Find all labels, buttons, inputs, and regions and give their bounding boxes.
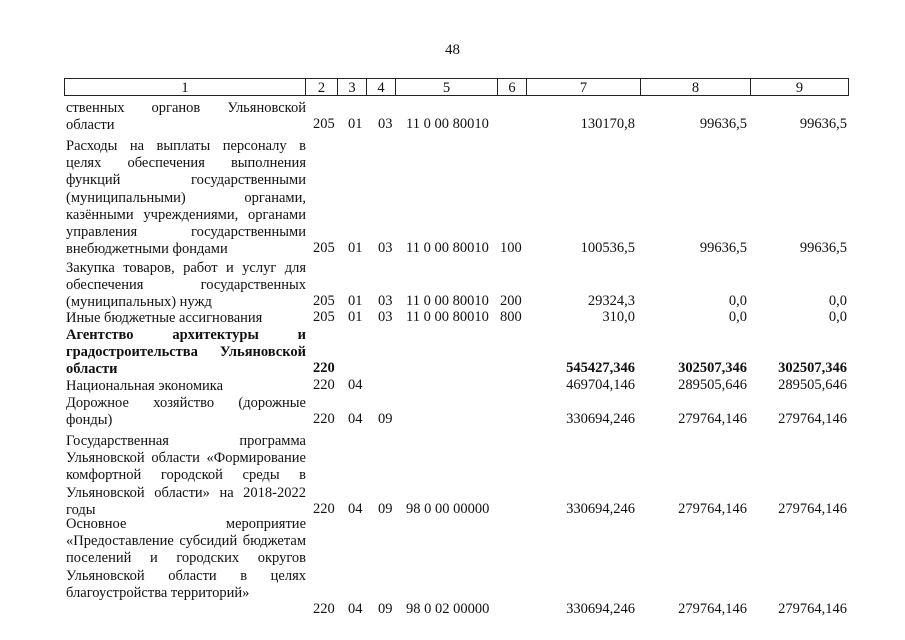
row-name: Основное мероприятие «Предоставление субсидий бюджетам поселений и городских округов Ульяновской области в целях благоустройства территорий» [66,516,306,601]
cell-c9: 289505,646 [778,377,847,393]
cell-c6: 100 [500,240,522,257]
cell-c8: 302507,346 [678,360,747,377]
cell-c3: 01 [348,240,363,257]
cell-c5: 98 0 02 00000 [406,601,490,617]
header-col-6: 6 [497,78,527,96]
header-col-4: 4 [366,78,396,96]
cell-c3: 04 [348,500,363,517]
row-name: Расходы на выплаты персоналу в целях обеспечения выполнения функций государственными (муниципальными) органами, казёнными учреждениями, органами управления государственными внебюджетными фондами [66,138,306,258]
header-col-5: 5 [395,78,498,96]
cell-c9: 279764,146 [778,411,847,428]
header-col-7: 7 [526,78,641,96]
cell-c5: 98 0 00 00000 [406,500,490,517]
cell-c7: 29324,3 [587,293,635,310]
header-col-2: 2 [305,78,338,96]
table-row [0,327,905,378]
cell-c2: 205 [313,240,335,257]
table-row [0,378,905,395]
table-row [0,395,905,433]
cell-c7: 100536,5 [580,240,635,257]
cell-c9: 279764,146 [778,500,847,517]
header-col-1: 1 [64,78,306,96]
cell-c2: 220 [313,377,335,393]
cell-c3: 01 [348,293,363,310]
cell-c3: 01 [348,309,363,325]
cell-c4: 03 [378,309,393,325]
cell-c3: 04 [348,377,363,393]
cell-c5: 11 0 00 80010 [406,293,489,310]
row-name: Иные бюджетные ассигнования [66,310,263,326]
cell-c6: 800 [500,309,522,325]
cell-c9: 99636,5 [799,240,847,257]
row-name: Национальная экономика [66,378,224,394]
table-row [0,310,905,327]
cell-c5: 11 0 00 80010 [406,309,489,325]
cell-c8: 279764,146 [678,411,747,428]
cell-c8: 279764,146 [678,601,747,617]
cell-c4: 09 [378,601,393,617]
row-name: Дорожное хозяйство (дорожные фонды) [66,395,306,429]
cell-c2: 220 [313,411,335,428]
cell-c8: 99636,5 [699,240,747,257]
cell-c9: 302507,346 [778,360,847,377]
cell-c7: 469704,146 [566,377,635,393]
cell-c8: 0,0 [728,309,747,325]
table-row [0,260,905,310]
cell-c4: 03 [378,116,393,133]
cell-c3: 04 [348,411,363,428]
cell-c7: 130170,8 [580,116,635,133]
cell-c7: 330694,246 [566,411,635,428]
cell-c2: 220 [313,360,335,377]
cell-c8: 289505,646 [678,377,747,393]
cell-c7: 330694,246 [566,500,635,517]
cell-c9: 279764,146 [778,601,847,617]
cell-c7: 310,0 [602,309,635,325]
table-row [0,516,905,616]
cell-c2: 205 [313,293,335,310]
cell-c7: 330694,246 [566,601,635,617]
header-col-3: 3 [337,78,367,96]
table-row [0,100,905,136]
cell-c8: 279764,146 [678,500,747,517]
cell-c2: 205 [313,116,335,133]
cell-c9: 0,0 [828,293,847,310]
cell-c2: 205 [313,309,335,325]
row-name: Закупка товаров, работ и услуг для обеспечения государственных (муниципальных) нужд [66,260,306,311]
cell-c2: 220 [313,601,335,617]
header-col-8: 8 [640,78,751,96]
cell-c7: 545427,346 [566,360,635,377]
cell-c4: 03 [378,240,393,257]
cell-c4: 09 [378,411,393,428]
cell-c9: 99636,5 [799,116,847,133]
cell-c4: 03 [378,293,393,310]
table-row [0,138,905,260]
cell-c3: 04 [348,601,363,617]
page-number: 48 [445,42,460,58]
cell-c2: 220 [313,500,335,517]
cell-c4: 09 [378,500,393,517]
row-name: Государственная программа Ульяновской области «Формирование комфортной городской среды в Ульяновской области» на 2018-2022 годы [66,433,306,518]
cell-c8: 0,0 [728,293,747,310]
header-col-9: 9 [750,78,849,96]
table-row [0,433,905,516]
cell-c5: 11 0 00 80010 [406,240,489,257]
cell-c8: 99636,5 [699,116,747,133]
cell-c5: 11 0 00 80010 [406,116,489,133]
cell-c9: 0,0 [828,309,847,325]
cell-c3: 01 [348,116,363,133]
row-name: Агентство архитектуры и градостроительства Ульяновской области [66,327,306,378]
row-name: ственных органов Ульяновской области [66,100,306,134]
cell-c6: 200 [500,293,522,310]
